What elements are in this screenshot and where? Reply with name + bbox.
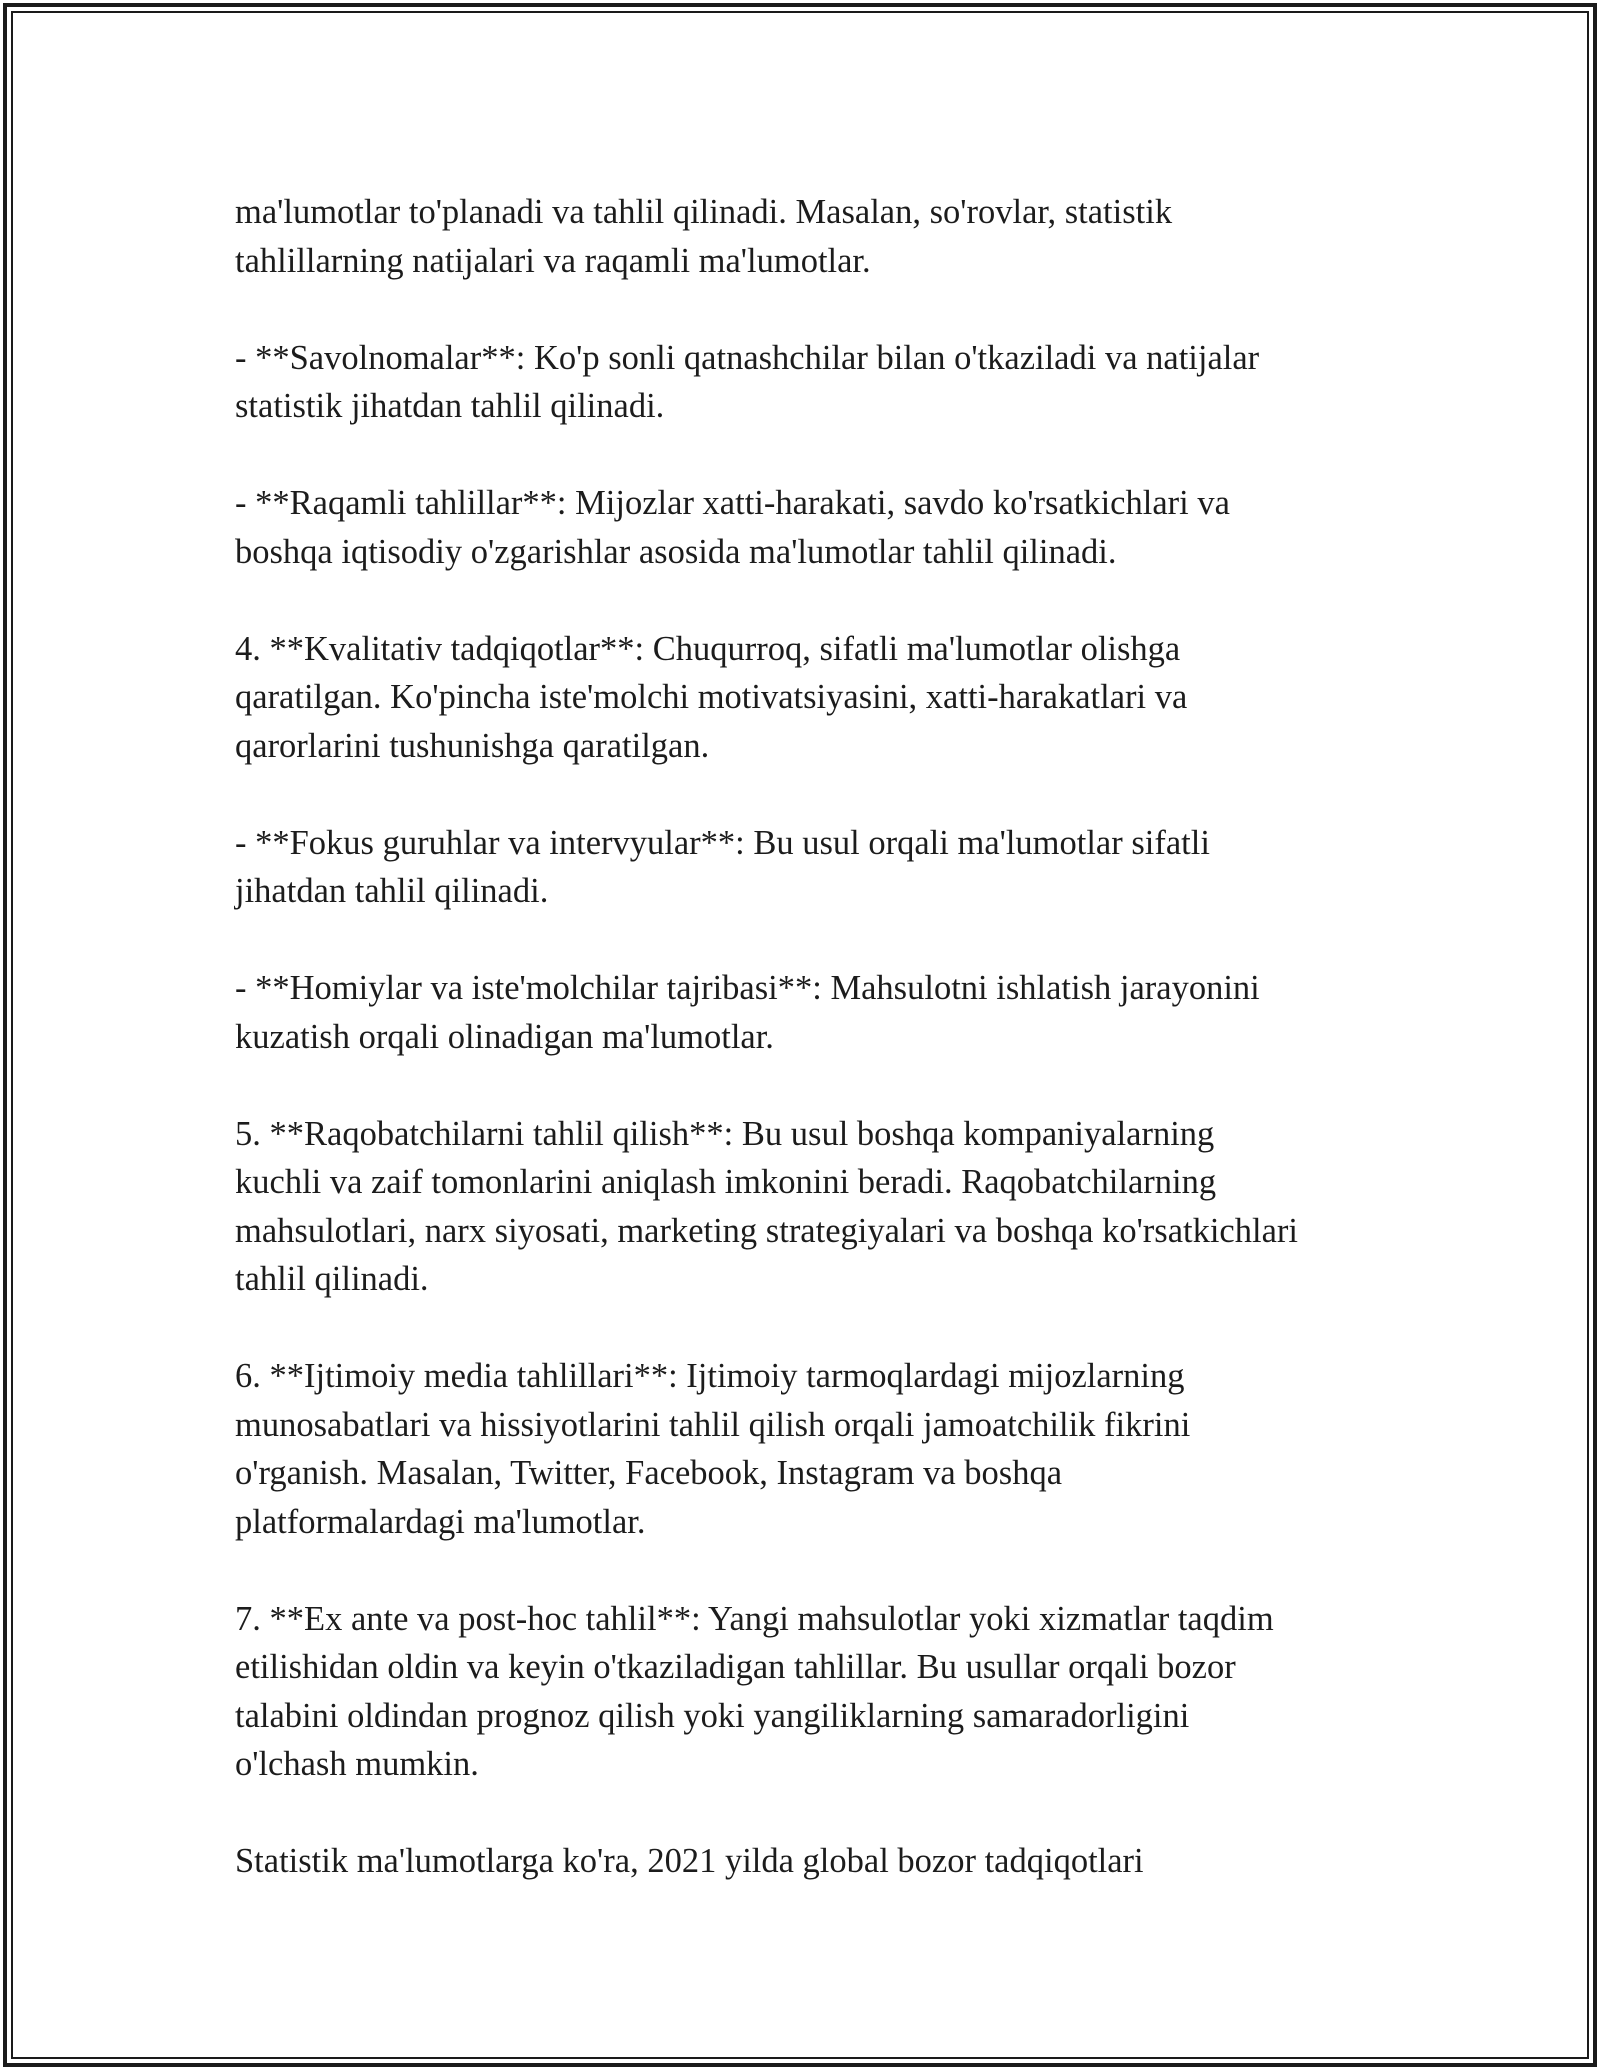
list-subitem-raqamli-tahlillar: - **Raqamli tahlillar**: Mijozlar xatti-harakati, savdo ko'rsatkichlari va boshqa iqtisodiy o'zgarishlar asosida ma'lumotlar tahlil qilinadi. xyxy=(235,484,1230,571)
list-item-4-kvalitativ: 4. **Kvalitativ tadqiqotlar**: Chuqurroq, sifatli ma'lumotlar olishga qaratilgan. Ko'pincha iste'molchi motivatsiyasini, xatti-harakatlari va qarorlarini tushunishga qaratilgan. xyxy=(235,629,1188,765)
paragraph-intro-continuation: ma'lumotlar to'planadi va tahlil qilinadi. Masalan, so'rovlar, statistik tahlillarning natijalari va raqamli ma'lumotlar. xyxy=(235,193,1173,280)
list-subitem-savolnomalar: - **Savolnomalar**: Ko'p sonli qatnashchilar bilan o'tkaziladi va natijalar statistik jihatdan tahlil qilinadi. xyxy=(235,338,1260,425)
paragraph-statistics: Statistik ma'lumotlarga ko'ra, 2021 yilda global bozor tadqiqotlari xyxy=(235,1842,1144,1880)
list-subitem-homiylar: - **Homiylar va iste'molchilar tajribasi**: Mahsulotni ishlatish jarayonini kuzatish orqali olinadigan ma'lumotlar. xyxy=(235,969,1260,1056)
document-body xyxy=(235,188,1395,1886)
list-item-7-ex-ante: 7. **Ex ante va post-hoc tahlil**: Yangi mahsulotlar yoki xizmatlar taqdim etilishidan oldin va keyin o'tkaziladigan tahlillar. Bu usullar orqali bozor talabini oldindan prognoz qilish yoki yangiliklarning samaradorligini o'lchash mumkin. xyxy=(235,1599,1274,1783)
list-subitem-fokus-guruhlar: - **Fokus guruhlar va intervyular**: Bu usul orqali ma'lumotlar sifatli jihatdan tahlil qilinadi. xyxy=(235,823,1210,910)
list-item-5-raqobatchilar: 5. **Raqobatchilarni tahlil qilish**: Bu usul boshqa kompaniyalarning kuchli va zaif tomonlarini aniqlash imkonini beradi. Raqobatchilarning mahsulotlari, narx siyosati, marketing strategiyalari va boshqa ko'rsatkichlari tahlil qilinadi. xyxy=(235,1114,1298,1298)
list-item-6-ijtimoiy-media: 6. **Ijtimoiy media tahlillari**: Ijtimoiy tarmoqlardagi mijozlarning munosabatlari va hissiyotlarini tahlil qilish orqali jamoatchilik fikrini o'rganish. Masalan, Twitter, Facebook, Instagram va boshqa platformalardagi ma'lumotlar. xyxy=(235,1357,1191,1541)
